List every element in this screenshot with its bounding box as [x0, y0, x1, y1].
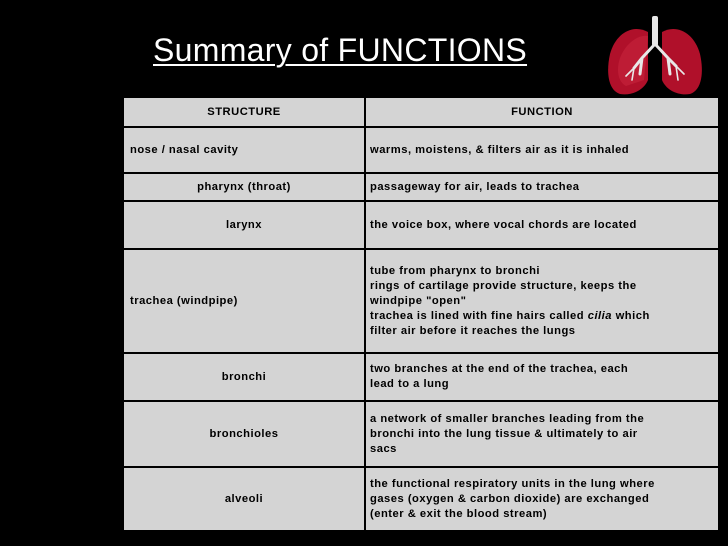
structure-cell: alveoli [123, 467, 365, 531]
table-row [123, 201, 719, 249]
table-row [123, 173, 719, 201]
table-row [123, 127, 719, 173]
table-row [123, 249, 719, 353]
structure-cell: bronchioles [123, 401, 365, 467]
structure-cell: trachea (windpipe) [123, 249, 365, 353]
function-cell: passageway for air, leads to trachea [365, 173, 719, 201]
function-cell: a network of smaller branches leading from the bronchi into the lung tissue & ultimately to air sacs [365, 401, 719, 467]
table-row [123, 353, 719, 401]
functions-table [122, 96, 720, 532]
table-row [123, 467, 719, 531]
function-cell: tube from pharynx to bronchi rings of cartilage provide structure, keeps the windpipe "open" trachea is lined with fine hairs called cilia which filter air before it reaches the lungs [365, 249, 719, 353]
function-cell: warms, moistens, & filters air as it is inhaled [365, 127, 719, 173]
structure-cell: pharynx (throat) [123, 173, 365, 201]
table-header-row [123, 97, 719, 127]
page-title: Summary of FUNCTIONS [153, 32, 528, 68]
header-function: FUNCTION [365, 97, 719, 127]
structure-cell: nose / nasal cavity [123, 127, 365, 173]
header-structure: STRUCTURE [123, 97, 365, 127]
function-cell: the voice box, where vocal chords are located [365, 201, 719, 249]
structure-cell: larynx [123, 201, 365, 249]
function-cell: two branches at the end of the trachea, each lead to a lung [365, 353, 719, 401]
function-cell: the functional respiratory units in the lung where gases (oxygen & carbon dioxide) are exchanged (enter & exit the blood stream) [365, 467, 719, 531]
table-row [123, 401, 719, 467]
lungs-icon [604, 14, 706, 96]
structure-cell: bronchi [123, 353, 365, 401]
